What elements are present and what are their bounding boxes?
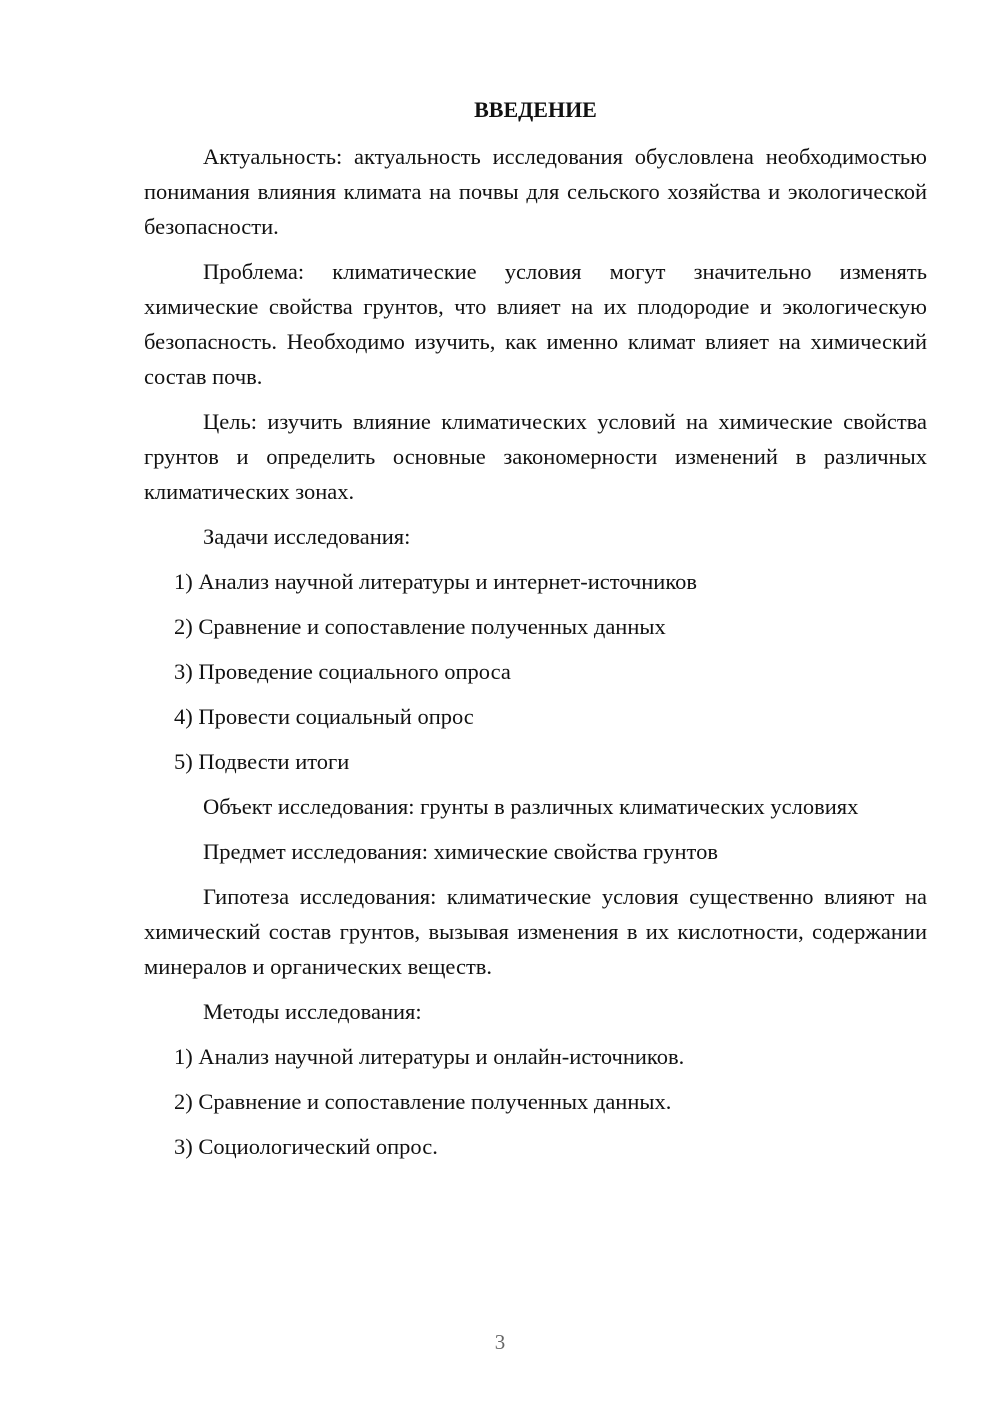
task-item: 3) Проведение социального опроса <box>174 659 511 684</box>
paragraph-hypothesis: Гипотеза исследования: климатические условия существенно влияют на химический состав грунтов, вызывая изменения в их кислотности, содержании минералов и органических веществ. <box>144 884 927 979</box>
task-item: 2) Сравнение и сопоставление полученных данных <box>174 614 666 639</box>
method-item: 1) Анализ научной литературы и онлайн-источников. <box>174 1044 685 1069</box>
paragraph-relevance: Актуальность: актуальность исследования обусловлена необходимостью понимания влияния климата на почвы для сельского хозяйства и экологической безопасности. <box>144 144 927 239</box>
method-item: 2) Сравнение и сопоставление полученных данных. <box>174 1089 672 1114</box>
research-object: Объект исследования: грунты в различных климатических условиях <box>203 794 859 819</box>
task-item: 4) Провести социальный опрос <box>174 704 474 729</box>
paragraph-goal: Цель: изучить влияние климатических условий на химические свойства грунтов и определить основные закономерности изменений в различных климатических зонах. <box>144 409 927 504</box>
section-title: ВВЕДЕНИЕ <box>474 97 597 122</box>
method-item: 3) Социологический опрос. <box>174 1134 438 1159</box>
research-subject: Предмет исследования: химические свойства грунтов <box>203 839 718 864</box>
methods-heading: Методы исследования: <box>203 999 422 1024</box>
page-number: 3 <box>494 1330 506 1354</box>
tasks-heading: Задачи исследования: <box>203 524 411 549</box>
paragraph-problem: Проблема: климатические условия могут значительно изменять химические свойства грунтов, что влияет на их плодородие и экологическую безопасность. Необходимо изучить, как именно климат влияет на химический состав почв. <box>144 259 927 389</box>
task-item: 5) Подвести итоги <box>174 749 350 774</box>
document-page <box>144 92 927 1174</box>
task-item: 1) Анализ научной литературы и интернет-источников <box>174 569 698 594</box>
